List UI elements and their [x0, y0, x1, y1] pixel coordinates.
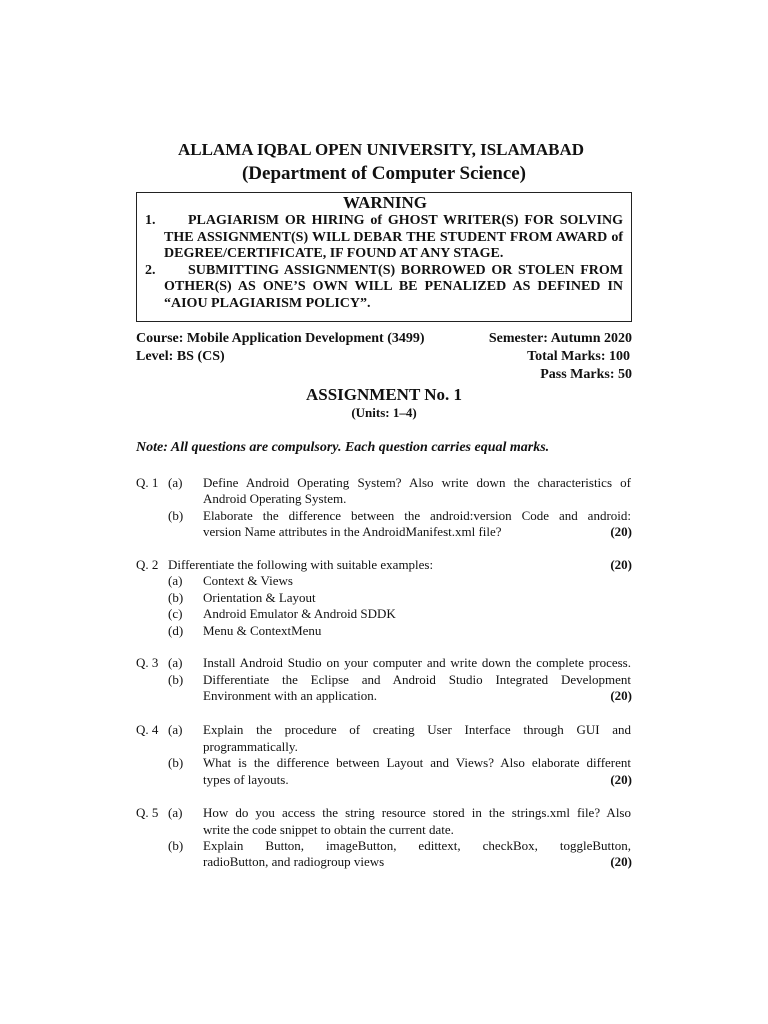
warning-item-line: PLAGIARISM OR HIRING of GHOST WRITER(S) FOR SOLVING — [188, 213, 623, 228]
part-label: (b) — [168, 838, 184, 853]
total-marks: Total Marks: 100 — [527, 349, 630, 364]
question-number: Q. 4 — [136, 722, 159, 737]
question-text: Android Emulator & Android SDDK — [203, 606, 396, 621]
part-label: (a) — [168, 475, 183, 490]
question-text: Define Android Operating System? Also write down the characteristics of — [203, 475, 631, 490]
assignment-title: ASSIGNMENT No. 1 — [305, 385, 463, 404]
question-marks: (20) — [610, 524, 632, 539]
question-number: Q. 1 — [136, 475, 159, 490]
university-title: ALLAMA IQBAL OPEN UNIVERSITY, ISLAMABAD — [177, 140, 585, 159]
warning-title: WARNING — [342, 193, 428, 212]
question-text: Explain Button, imageButton, edittext, checkBox, toggleButton, — [203, 838, 631, 853]
question-text: Context & Views — [203, 573, 293, 588]
question-text: Orientation & Layout — [203, 590, 316, 605]
assignment-note: Note: All questions are compulsory. Each question carries equal marks. — [136, 440, 550, 455]
part-label: (b) — [168, 672, 184, 687]
part-label: (c) — [168, 606, 183, 621]
question-text: What is the difference between Layout and Views? Also elaborate different — [203, 755, 631, 770]
department-title: (Department of Computer Science) — [241, 163, 527, 184]
part-label: (a) — [168, 655, 183, 670]
part-label: (a) — [168, 573, 183, 588]
question-number: Q. 3 — [136, 655, 159, 670]
warning-box — [136, 192, 632, 322]
question-text: types of layouts. — [203, 772, 289, 787]
warning-item-number: 1. — [145, 213, 156, 228]
part-label: (a) — [168, 722, 183, 737]
course-name: Course: Mobile Application Development (3499) — [136, 331, 425, 346]
question-number: Q. 2 — [136, 557, 159, 572]
question-marks: (20) — [610, 772, 632, 787]
question-text: Install Android Studio on your computer and write down the complete process. — [203, 655, 631, 670]
level: Level: BS (CS) — [136, 349, 225, 364]
part-label: (b) — [168, 508, 184, 523]
question-text: Explain the procedure of creating User Interface through GUI and — [203, 722, 631, 737]
semester: Semester: Autumn 2020 — [488, 331, 632, 346]
question-text: Android Operating System. — [203, 491, 347, 506]
part-label: (a) — [168, 805, 183, 820]
question-text: radioButton, and radiogroup views — [203, 854, 385, 869]
question-intro: Differentiate the following with suitable examples: — [168, 557, 434, 572]
question-text: version Name attributes in the AndroidManifest.xml file? — [203, 524, 502, 539]
warning-item-line: THE ASSIGNMENT(S) WILL DEBAR THE STUDENT FROM AWARD of — [164, 230, 623, 245]
part-label: (d) — [168, 623, 184, 638]
question-text: How do you access the string resource stored in the strings.xml file? Also — [203, 805, 631, 820]
question-marks: (20) — [610, 688, 632, 703]
warning-item-line: SUBMITTING ASSIGNMENT(S) BORROWED OR STOLEN FROM — [188, 263, 623, 278]
question-marks: (20) — [610, 854, 632, 869]
question-text: Menu & ContextMenu — [203, 623, 322, 638]
question-text: Differentiate the Eclipse and Android Studio Integrated Development — [203, 672, 631, 687]
assignment-units: (Units: 1–4) — [351, 405, 417, 420]
question-marks: (20) — [610, 557, 632, 572]
warning-item-line: OTHER(S) AS ONE’S OWN WILL BE PENALIZED AS DEFINED IN — [164, 279, 623, 294]
question-text: programmatically. — [203, 739, 298, 754]
warning-item-line: “AIOU PLAGIARISM POLICY”. — [164, 296, 371, 311]
part-label: (b) — [168, 755, 184, 770]
warning-item-number: 2. — [145, 263, 156, 278]
pass-marks: Pass Marks: 50 — [540, 367, 632, 382]
question-text: Environment with an application. — [203, 688, 378, 703]
question-text: write the code snippet to obtain the current date. — [203, 822, 454, 837]
question-text: Elaborate the difference between the android:version Code and android: — [203, 508, 631, 523]
question-number: Q. 5 — [136, 805, 159, 820]
part-label: (b) — [168, 590, 184, 605]
warning-item-line: DEGREE/CERTIFICATE, IF FOUND AT ANY STAGE. — [164, 246, 504, 261]
